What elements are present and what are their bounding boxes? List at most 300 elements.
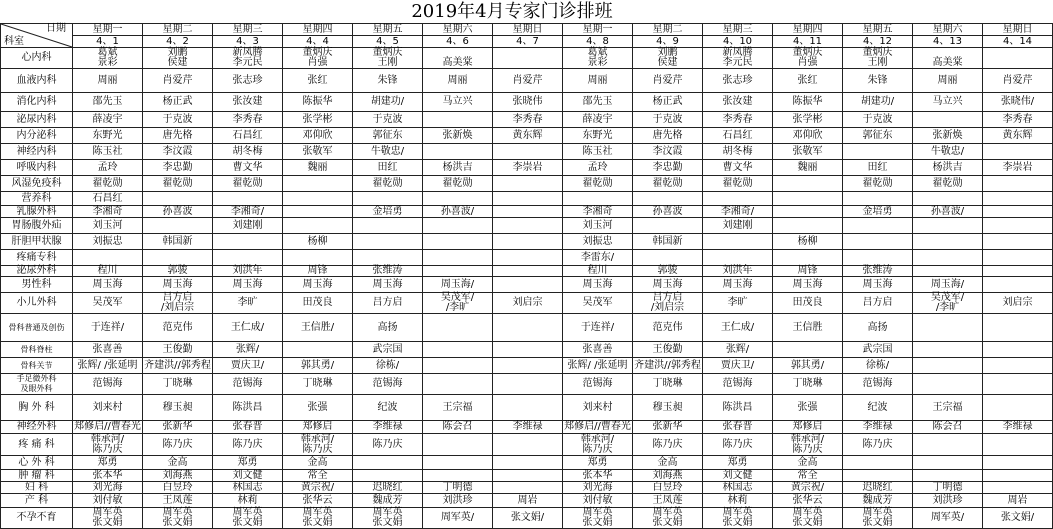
doctor-cell: 张新焕	[423, 128, 493, 144]
doctor-cell: 李湘奇	[563, 206, 633, 218]
doctor-cell: 孙喜波	[633, 206, 703, 218]
doctor-cell: 韩承河/ 陈乃庆	[73, 434, 143, 456]
doctor-cell: 唐先格	[143, 128, 213, 144]
doctor-cell: 郭其勇/	[773, 358, 843, 374]
doctor-cell	[913, 250, 983, 266]
weekday-header: 星期六	[423, 24, 493, 36]
doctor-cell: 刘付敏	[563, 494, 633, 508]
doctor-cell: 魏成芳	[843, 494, 913, 508]
doctor-cell	[983, 266, 1053, 277]
corner-dept-label: 科室	[4, 36, 24, 47]
doctor-cell	[423, 144, 493, 160]
department-cell: 血液内科	[1, 69, 73, 93]
department-cell: 内分泌科	[1, 128, 73, 144]
table-row	[1, 482, 1053, 494]
doctor-cell: 石昌红	[213, 128, 283, 144]
doctor-cell: 张辉/	[703, 342, 773, 358]
doctor-cell: 董炳庆 王刚	[843, 48, 913, 69]
doctor-cell: 翟乾勋	[353, 176, 423, 192]
doctor-cell	[353, 234, 423, 250]
doctor-cell: 郭骏	[633, 266, 703, 277]
doctor-cell: 徐栋/	[843, 358, 913, 374]
doctor-cell: 杨洪吉	[423, 160, 493, 176]
doctor-cell: 李秀春	[493, 112, 563, 128]
doctor-cell: 周锋	[773, 266, 843, 277]
doctor-cell: 张新华	[143, 421, 213, 434]
table-row	[1, 112, 1053, 128]
doctor-cell: 周丽	[423, 69, 493, 93]
date-header: 4、6	[423, 36, 493, 48]
doctor-cell: 李维禄	[843, 421, 913, 434]
doctor-cell: 刘建刚	[213, 218, 283, 234]
doctor-cell: 周军英 张文娟	[773, 508, 843, 529]
doctor-cell: 张喜善	[73, 342, 143, 358]
date-header: 4、13	[913, 36, 983, 48]
doctor-cell: 范克伟	[633, 314, 703, 342]
doctor-cell	[843, 192, 913, 206]
doctor-cell	[983, 176, 1053, 192]
doctor-cell: 张文娟/	[983, 508, 1053, 529]
table-row	[1, 314, 1053, 342]
doctor-cell: 范克伟	[143, 314, 213, 342]
doctor-cell	[913, 358, 983, 374]
doctor-cell: 纪波	[843, 395, 913, 421]
doctor-cell: 新凤腾 李元民	[213, 48, 283, 69]
table-row	[1, 218, 1053, 234]
doctor-cell: 杨柳	[773, 234, 843, 250]
doctor-cell: 黄宗祝/	[773, 482, 843, 494]
doctor-cell	[423, 234, 493, 250]
doctor-cell: 周玉海	[843, 277, 913, 293]
weekday-header: 星期四	[773, 24, 843, 36]
doctor-cell: 马立兴	[423, 93, 493, 112]
table-row	[1, 192, 1053, 206]
doctor-cell	[703, 234, 773, 250]
doctor-cell	[213, 250, 283, 266]
department-cell: 消化内科	[1, 93, 73, 112]
doctor-cell: 丁明德	[913, 482, 983, 494]
doctor-cell	[423, 470, 493, 482]
doctor-cell: 张晓伟	[493, 93, 563, 112]
doctor-cell: 周丽	[73, 69, 143, 93]
doctor-cell: 刘启宗	[493, 293, 563, 314]
corner-date-label: 日期	[46, 23, 66, 34]
doctor-cell: 东野光	[73, 128, 143, 144]
doctor-cell: 邵先玉	[563, 93, 633, 112]
doctor-cell: 周丽	[563, 69, 633, 93]
doctor-cell	[423, 374, 493, 395]
doctor-cell: 武宗国	[843, 342, 913, 358]
doctor-cell: 林国志	[213, 482, 283, 494]
doctor-cell: 周玉海/	[423, 277, 493, 293]
doctor-cell: 李湘奇	[73, 206, 143, 218]
page-title: 2019年4月专家门诊排班	[411, 1, 613, 22]
doctor-cell: 周玉海	[143, 277, 213, 293]
doctor-cell: 翟乾勋	[633, 176, 703, 192]
doctor-cell	[353, 470, 423, 482]
doctor-cell	[983, 434, 1053, 456]
doctor-cell	[983, 342, 1053, 358]
table-row	[1, 470, 1053, 482]
doctor-cell: 刘洪珍	[913, 494, 983, 508]
doctor-cell: 金培勇	[353, 206, 423, 218]
table-row	[1, 342, 1053, 358]
doctor-cell: 胡建功/	[353, 93, 423, 112]
department-cell: 胸 外 科	[1, 395, 73, 421]
department-cell: 妇 科	[1, 482, 73, 494]
doctor-cell: 迟晓红	[353, 482, 423, 494]
table-row	[1, 293, 1053, 314]
doctor-cell	[913, 434, 983, 456]
doctor-cell	[493, 192, 563, 206]
doctor-cell: 郑勇	[563, 456, 633, 470]
doctor-cell: 高美棠	[423, 48, 493, 69]
doctor-cell: 张本华	[563, 470, 633, 482]
doctor-cell	[913, 314, 983, 342]
department-cell: 泌尿外科	[1, 266, 73, 277]
doctor-cell: 李汶霞	[633, 144, 703, 160]
doctor-cell: 丁晓琳	[283, 374, 353, 395]
department-cell: 营养科	[1, 192, 73, 206]
doctor-cell: 张汝建	[213, 93, 283, 112]
doctor-cell	[633, 250, 703, 266]
doctor-cell: 李秀春	[983, 112, 1053, 128]
doctor-cell: 李汶霞	[143, 144, 213, 160]
doctor-cell	[353, 218, 423, 234]
doctor-cell: 林莉	[703, 494, 773, 508]
doctor-cell: 朱锋	[843, 69, 913, 93]
doctor-cell	[283, 192, 353, 206]
doctor-cell: 刘鹏 侯建	[633, 48, 703, 69]
doctor-cell: 刘启宗	[983, 293, 1053, 314]
doctor-cell: 程川	[73, 266, 143, 277]
doctor-cell: 薛凌宇	[73, 112, 143, 128]
date-header: 4、11	[773, 36, 843, 48]
table-row	[1, 69, 1053, 93]
doctor-cell: 于连祥/	[73, 314, 143, 342]
doctor-cell: 张辉/	[213, 342, 283, 358]
doctor-cell: 周军英 张文娟	[843, 508, 913, 529]
doctor-cell: 李崇岩	[493, 160, 563, 176]
doctor-cell: 韩国新	[143, 234, 213, 250]
doctor-cell: 迟晓红	[843, 482, 913, 494]
doctor-cell	[73, 250, 143, 266]
doctor-cell	[913, 456, 983, 470]
doctor-cell: 王宗福	[423, 395, 493, 421]
date-header: 4、14	[983, 36, 1053, 48]
doctor-cell: 王宗福	[913, 395, 983, 421]
doctor-cell: 刘来村	[563, 395, 633, 421]
doctor-cell: 陈会召	[913, 421, 983, 434]
doctor-cell: 周军英/	[913, 508, 983, 529]
doctor-cell: 周军英/	[423, 508, 493, 529]
doctor-cell: 郑勇	[73, 456, 143, 470]
doctor-cell: 张红	[773, 69, 843, 93]
doctor-cell: 田茂良	[283, 293, 353, 314]
doctor-cell: 陈乃庆	[633, 434, 703, 456]
doctor-cell: 常全	[773, 470, 843, 482]
doctor-cell: 刘鹏 侯建	[143, 48, 213, 69]
doctor-cell: 李湘奇/	[213, 206, 283, 218]
doctor-cell: 胡冬梅	[213, 144, 283, 160]
doctor-cell: 纪波	[353, 395, 423, 421]
doctor-cell: 李忠勤	[633, 160, 703, 176]
doctor-cell	[703, 192, 773, 206]
doctor-cell	[493, 266, 563, 277]
doctor-cell	[493, 277, 563, 293]
doctor-cell: 张春普	[703, 421, 773, 434]
table-row	[1, 494, 1053, 508]
doctor-cell: 陈玉社	[563, 144, 633, 160]
doctor-cell: 田茂良	[773, 293, 843, 314]
department-cell: 骨科普通及创伤	[1, 314, 73, 342]
doctor-cell: 范锡海	[703, 374, 773, 395]
weekday-header: 星期五	[843, 24, 913, 36]
doctor-cell: 田红	[353, 160, 423, 176]
date-header: 4、10	[703, 36, 773, 48]
doctor-cell: 刘海燕	[633, 470, 703, 482]
doctor-cell	[983, 250, 1053, 266]
date-header: 4、9	[633, 36, 703, 48]
doctor-cell: 郭征东	[353, 128, 423, 144]
doctor-cell	[563, 192, 633, 206]
doctor-cell	[143, 192, 213, 206]
doctor-cell: 李旷	[703, 293, 773, 314]
doctor-cell	[423, 192, 493, 206]
table-row	[1, 176, 1053, 192]
corner-cell	[1, 24, 73, 48]
doctor-cell: 牛敬忠/	[913, 144, 983, 160]
doctor-cell	[423, 250, 493, 266]
doctor-cell: 肖爱芹	[143, 69, 213, 93]
doctor-cell: 张敬军	[773, 144, 843, 160]
table-row	[1, 277, 1053, 293]
doctor-cell: 金高	[773, 456, 843, 470]
doctor-cell: 邓仰欣	[283, 128, 353, 144]
doctor-cell: 吴茂军/ /李旷	[913, 293, 983, 314]
doctor-cell: 李秀春	[213, 112, 283, 128]
doctor-cell: 陈乃庆	[353, 434, 423, 456]
doctor-cell: 周军英 张文娟	[213, 508, 283, 529]
weekday-header: 星期五	[353, 24, 423, 36]
doctor-cell: 郑修启	[283, 421, 353, 434]
table-row	[1, 266, 1053, 277]
department-cell: 产 科	[1, 494, 73, 508]
doctor-cell	[493, 358, 563, 374]
department-cell: 小儿外科	[1, 293, 73, 314]
doctor-cell: 田红	[843, 160, 913, 176]
doctor-cell	[493, 144, 563, 160]
doctor-cell: 曹文华	[703, 160, 773, 176]
doctor-cell: 李秀春	[703, 112, 773, 128]
doctor-cell: 丁晓琳	[773, 374, 843, 395]
date-header: 4、7	[493, 36, 563, 48]
doctor-cell: 李忠勤	[143, 160, 213, 176]
doctor-cell	[493, 470, 563, 482]
doctor-cell: 张强	[283, 395, 353, 421]
doctor-cell: 刘振忠	[73, 234, 143, 250]
doctor-cell	[913, 342, 983, 358]
doctor-cell: 张志珍	[703, 69, 773, 93]
doctor-cell: 张喜善	[563, 342, 633, 358]
doctor-cell: 魏丽	[773, 160, 843, 176]
doctor-cell: 周军英 张文娟	[703, 508, 773, 529]
doctor-cell	[283, 206, 353, 218]
table-row	[1, 93, 1053, 112]
department-cell: 肝胆甲状腺	[1, 234, 73, 250]
doctor-cell: 李湘奇/	[703, 206, 773, 218]
weekday-header: 星期二	[633, 24, 703, 36]
doctor-cell: 刘玉河	[563, 218, 633, 234]
doctor-cell: 王俊勤	[633, 342, 703, 358]
doctor-cell: 董炳庆 王刚	[353, 48, 423, 69]
doctor-cell: 邵先玉	[73, 93, 143, 112]
department-cell: 胃肠腹外疝	[1, 218, 73, 234]
doctor-cell: 马立兴	[913, 93, 983, 112]
doctor-cell: 张敬军	[283, 144, 353, 160]
doctor-cell: 薛凌宇	[563, 112, 633, 128]
doctor-cell	[493, 482, 563, 494]
doctor-cell: 刘洪年	[703, 266, 773, 277]
weekday-header: 星期一	[563, 24, 633, 36]
doctor-cell	[843, 250, 913, 266]
doctor-cell: 翟乾勋	[563, 176, 633, 192]
doctor-cell: 魏丽	[283, 160, 353, 176]
weekday-header: 星期六	[913, 24, 983, 36]
department-cell: 肿 瘤 科	[1, 470, 73, 482]
doctor-cell: 郑修启//曹春光	[564, 421, 631, 432]
doctor-cell	[703, 250, 773, 266]
department-cell: 心 外 科	[1, 456, 73, 470]
doctor-cell: 孙喜波	[143, 206, 213, 218]
doctor-cell	[423, 456, 493, 470]
doctor-cell	[983, 482, 1053, 494]
doctor-cell: 翟乾勋	[143, 176, 213, 192]
department-cell: 泌尿内科	[1, 112, 73, 128]
doctor-cell: 董炳庆 肖强	[773, 48, 843, 69]
date-header: 4、3	[213, 36, 283, 48]
doctor-cell	[493, 218, 563, 234]
doctor-cell	[493, 342, 563, 358]
doctor-cell: 范锡海	[353, 374, 423, 395]
doctor-cell: 张文娟/	[493, 508, 563, 529]
doctor-cell	[423, 266, 493, 277]
table-row	[1, 206, 1053, 218]
doctor-cell: 黄东辉	[493, 128, 563, 144]
doctor-cell: 王俊勤	[143, 342, 213, 358]
doctor-cell	[423, 218, 493, 234]
doctor-cell: 胡冬梅	[703, 144, 773, 160]
doctor-cell: 陈洪昌	[213, 395, 283, 421]
doctor-cell: 韩承河/ 陈乃庆	[283, 434, 353, 456]
department-cell: 神经内科	[1, 144, 73, 160]
department-cell: 疼 痛 科	[1, 434, 73, 456]
doctor-cell	[913, 234, 983, 250]
department-cell: 男性科	[1, 277, 73, 293]
doctor-cell: 周锋	[283, 266, 353, 277]
doctor-cell: 韩承河/ 陈乃庆	[563, 434, 633, 456]
doctor-cell: 张华云	[773, 494, 843, 508]
doctor-cell: 吴茂军	[563, 293, 633, 314]
doctor-cell: 白昱玲	[143, 482, 213, 494]
table-row	[1, 48, 1053, 69]
department-cell: 疼痛专科	[1, 250, 73, 266]
doctor-cell: 丁明德	[423, 482, 493, 494]
doctor-cell: 齐建洪//郭秀程	[633, 358, 703, 374]
doctor-cell	[773, 206, 843, 218]
doctor-cell: 周军英 张文娟	[283, 508, 353, 529]
doctor-cell: 吴茂军	[73, 293, 143, 314]
doctor-cell: 李崇岩	[983, 160, 1053, 176]
doctor-cell	[983, 192, 1053, 206]
doctor-cell: 刘海燕	[143, 470, 213, 482]
doctor-cell: 刘玉河	[73, 218, 143, 234]
doctor-cell: 曹文华	[213, 160, 283, 176]
doctor-cell: 张维涛	[843, 266, 913, 277]
doctor-cell: 邓仰欣	[773, 128, 843, 144]
table-row	[1, 144, 1053, 160]
doctor-cell: 陈玉社	[73, 144, 143, 160]
doctor-cell: 穆玉昶	[143, 395, 213, 421]
doctor-cell: 刘洪珍	[423, 494, 493, 508]
doctor-cell: 杨洪吉	[913, 160, 983, 176]
doctor-cell	[913, 470, 983, 482]
doctor-cell: 白昱玲	[633, 482, 703, 494]
date-header: 4、12	[843, 36, 913, 48]
doctor-cell	[423, 434, 493, 456]
doctor-cell	[773, 218, 843, 234]
doctor-cell: 周玉海	[633, 277, 703, 293]
doctor-cell: 翟乾勋	[213, 176, 283, 192]
doctor-cell	[983, 395, 1053, 421]
doctor-cell: 葛斌 景彩	[73, 48, 143, 69]
table-row	[1, 395, 1053, 421]
doctor-cell: 杨柳	[283, 234, 353, 250]
doctor-cell: 郭其勇/	[283, 358, 353, 374]
doctor-cell: 郑修启	[773, 421, 843, 434]
doctor-cell: 黄宗祝/	[283, 482, 353, 494]
doctor-cell: 韩国新	[633, 234, 703, 250]
doctor-cell: 孟玲	[73, 160, 143, 176]
doctor-cell: 牛敬忠/	[353, 144, 423, 160]
doctor-cell: 郑勇	[213, 456, 283, 470]
doctor-cell: 张红	[283, 69, 353, 93]
doctor-cell	[843, 218, 913, 234]
doctor-cell	[983, 206, 1053, 218]
department-cell: 骨科关节	[1, 358, 73, 374]
doctor-cell: 郑勇	[703, 456, 773, 470]
weekday-header: 星期二	[143, 24, 213, 36]
doctor-cell	[283, 342, 353, 358]
doctor-cell: 周玉海	[73, 277, 143, 293]
doctor-cell: 于克波	[633, 112, 703, 128]
doctor-cell	[143, 250, 213, 266]
doctor-cell: 周玉海	[563, 277, 633, 293]
doctor-cell: 高美棠	[913, 48, 983, 69]
doctor-cell: 林国志	[703, 482, 773, 494]
doctor-cell: 陈会召	[423, 421, 493, 434]
doctor-cell: 金高	[143, 456, 213, 470]
doctor-cell: 李旷	[213, 293, 283, 314]
doctor-cell: 周军英 张文娟	[633, 508, 703, 529]
doctor-cell: 孙喜波/	[913, 206, 983, 218]
doctor-cell: 张晓伟/	[983, 93, 1053, 112]
doctor-cell: 贾庆卫/	[213, 358, 283, 374]
doctor-cell: 唐先格	[633, 128, 703, 144]
doctor-cell: 张华云	[283, 494, 353, 508]
doctor-cell: 肖爱芹	[983, 69, 1053, 93]
doctor-cell: 张汝建	[703, 93, 773, 112]
